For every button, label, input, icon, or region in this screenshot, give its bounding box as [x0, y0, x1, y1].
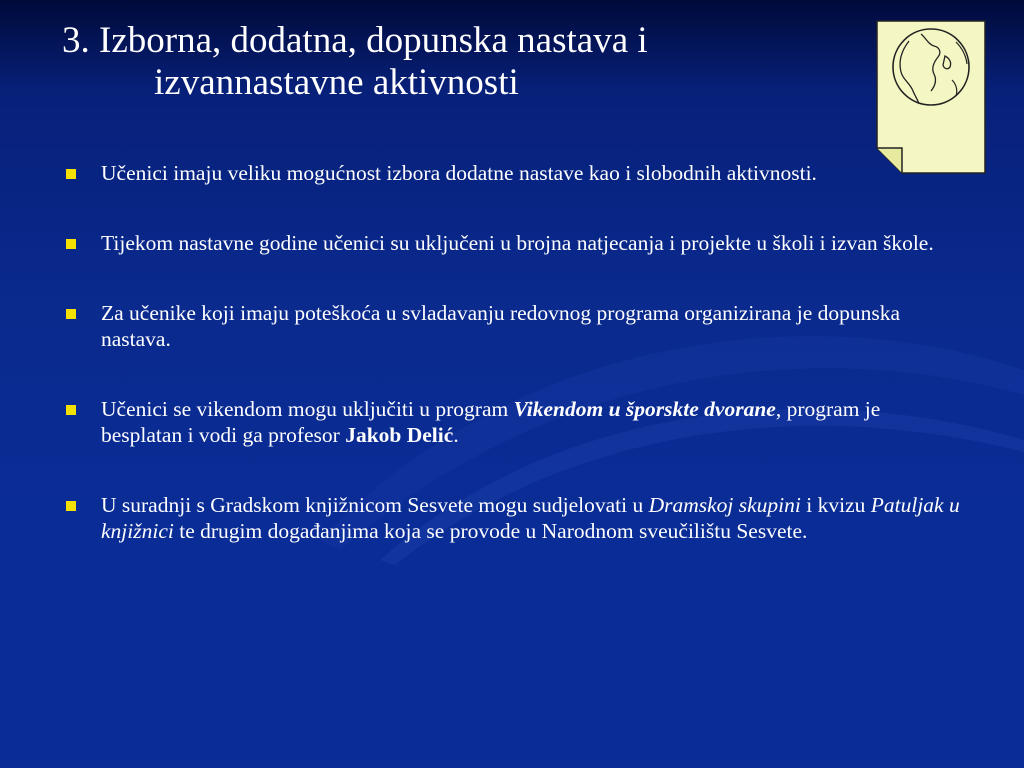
- square-bullet-icon: [66, 405, 76, 415]
- teacher-name: Jakob Delić: [345, 423, 454, 447]
- bullet-text: Tijekom nastavne godine učenici su uključeni u brojna natjecanja i projekte u školi i izvan škole.: [101, 231, 934, 255]
- bullet-list: [64, 160, 964, 588]
- square-bullet-icon: [66, 239, 76, 249]
- bullet-item: [64, 300, 964, 352]
- bullet-item: [64, 492, 964, 544]
- bullet-text: Za učenike koji imaju poteškoća u svladavanju redovnog programa organizirana je dopunska nastava.: [101, 301, 901, 351]
- title-line-2: izvannastavne aktivnosti: [154, 62, 519, 103]
- program-name: Vikendom u šporskte dvorane: [513, 397, 776, 421]
- bullet-text: Učenici imaju veliku mogućnost izbora dodatne nastave kao i slobodnih aktivnosti.: [101, 161, 817, 185]
- bullet-text-post: .: [453, 423, 459, 447]
- drama-group-name: Dramskoj skupini: [648, 493, 801, 517]
- bullet-text-mid: i kvizu: [800, 493, 871, 517]
- square-bullet-icon: [66, 309, 76, 319]
- quiz-name: Patuljak u knjižnici: [101, 493, 960, 543]
- bullet-text-post: te drugim događanjima koja se provode u Narodnom sveučilištu Sesvete.: [173, 519, 808, 543]
- bullet-item: [64, 396, 964, 448]
- slide-title: [62, 20, 822, 104]
- bullet-text-pre: Učenici se vikendom mogu uključiti u program: [101, 397, 514, 421]
- square-bullet-icon: [66, 501, 76, 511]
- globe-on-note-icon: [876, 20, 986, 174]
- bullet-text-mid: , program je besplatan i vodi ga profesor: [101, 397, 881, 447]
- bullet-item: [64, 160, 964, 186]
- bullet-text-pre: U suradnji s Gradskom knjižnicom Sesvete mogu sudjelovati u: [101, 493, 649, 517]
- title-line-1: 3. Izborna, dodatna, dopunska nastava i: [62, 20, 648, 61]
- bullet-item: [64, 230, 964, 256]
- square-bullet-icon: [66, 169, 76, 179]
